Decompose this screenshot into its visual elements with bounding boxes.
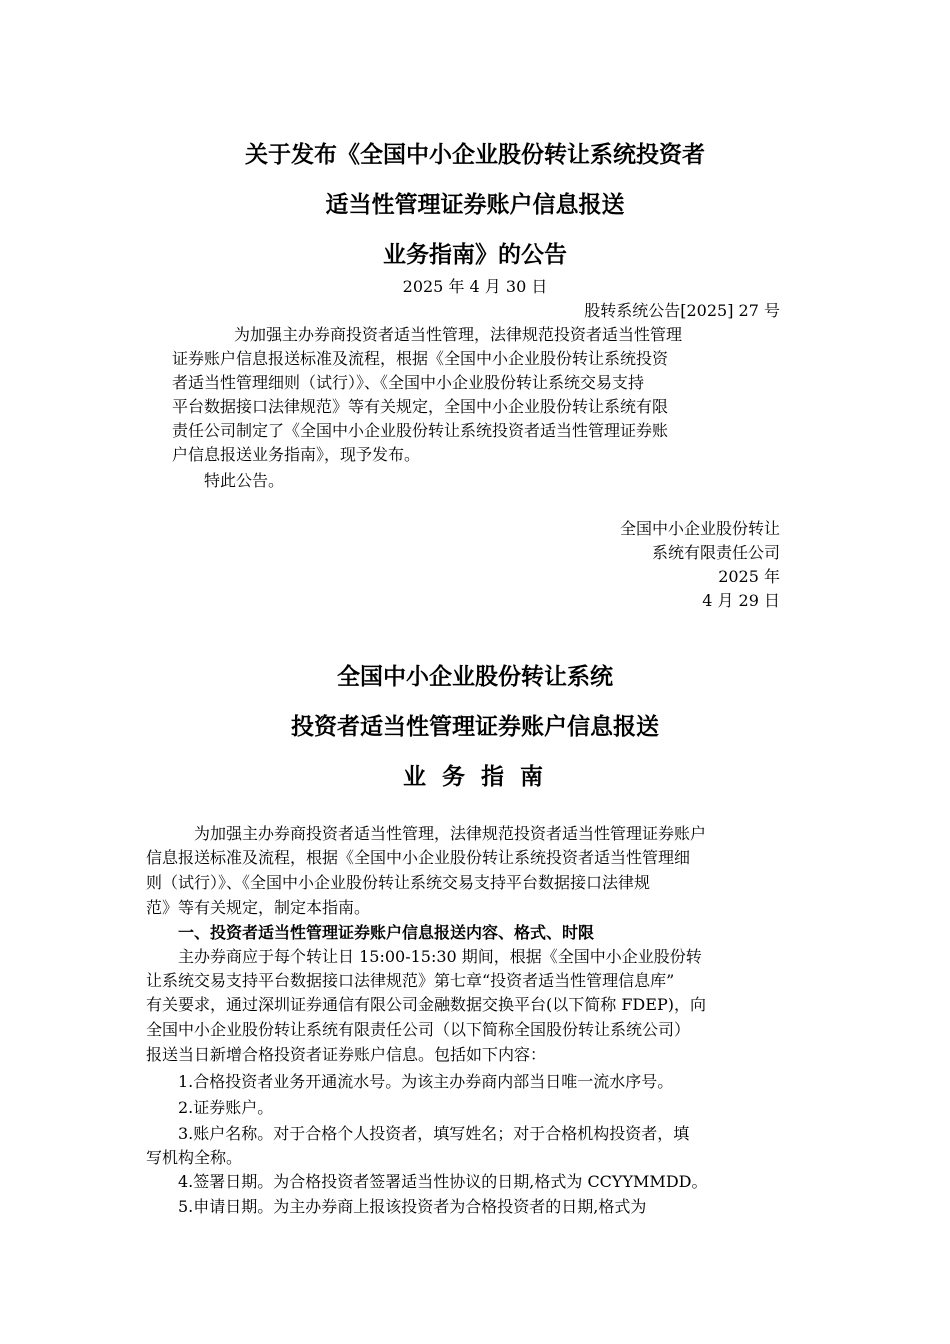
list-item: 4.签署日期。为合格投资者签署适当性协议的日期,格式为 CCYYMMDD。 [178, 1172, 708, 1191]
section-body-line: 报送当日新增合格投资者证券账户信息。包括如下内容： [146, 1045, 547, 1064]
list-item: 5.申请日期。为主办券商上报该投资者为合格投资者的日期,格式为 [178, 1197, 647, 1216]
list-item: 写机构全称。 [146, 1148, 243, 1167]
notice-body-line: 证券账户信息报送标准及流程，根据《全国中小企业股份转让系统投资 [172, 349, 669, 368]
notice-title-line2: 适当性管理证券账户信息报送 [325, 192, 625, 218]
notice-body-line: 户信息报送业务指南》，现予发布。 [172, 445, 421, 464]
section-body-line: 全国中小企业股份转让系统有限责任公司（以下简称全国股份转让系统公司） [146, 1020, 691, 1039]
notice-title-line3: 业务指南》的公告 [383, 242, 567, 268]
notice-body-line: 责任公司制定了《全国中小企业股份转让系统投资者适当性管理证券账 [172, 421, 669, 440]
notice-date: 2025 年 4 月 30 日 [402, 277, 548, 296]
signature-date: 4 月 29 日 [702, 591, 780, 610]
guide-title-line1: 全国中小企业股份转让系统 [337, 664, 613, 690]
guide-intro-line: 范》等有关规定，制定本指南。 [146, 898, 371, 917]
signature-org-line2: 系统有限责任公司 [651, 543, 780, 562]
notice-body-line: 为加强主办券商投资者适当性管理，法律规范投资者适当性管理 [234, 325, 683, 344]
guide-intro-line: 信息报送标准及流程，根据《全国中小企业股份转让系统投资者适当性管理细 [146, 848, 691, 867]
notice-closing: 特此公告。 [204, 471, 285, 490]
list-item: 2.证券账户。 [178, 1098, 274, 1117]
section-body-line: 主办券商应于每个转让日 15:00-15:30 期间，根据《全国中小企业股份转 [178, 947, 702, 966]
signature-year: 2025 年 [718, 567, 780, 586]
section-body-line: 有关要求，通过深圳证券通信有限公司金融数据交换平台(以下简称 FDEP)，向 [146, 995, 706, 1014]
notice-body-line: 者适当性管理细则（试行）》、《全国中小企业股份转让系统交易支持 [172, 373, 645, 392]
section-heading: 一、投资者适当性管理证券账户信息报送内容、格式、时限 [178, 923, 595, 942]
list-item: 1.合格投资者业务开通流水号。为该主办券商内部当日唯一流水序号。 [178, 1072, 674, 1091]
section-body-line: 让系统交易支持平台数据接口法律规范》第七章“投资者适当性管理信息库” [146, 971, 675, 990]
guide-title-line2: 投资者适当性管理证券账户信息报送 [291, 714, 659, 740]
notice-body-line: 平台数据接口法律规范》等有关规定，全国中小企业股份转让系统有限 [172, 397, 669, 416]
guide-title-line3: 业 务 指 南 [402, 764, 548, 790]
signature-org-line1: 全国中小企业股份转让 [619, 519, 780, 538]
guide-intro-line: 为加强主办券商投资者适当性管理，法律规范投资者适当性管理证券账户 [194, 824, 707, 843]
notice-title-line1: 关于发布《全国中小企业股份转让系统投资者 [245, 142, 705, 168]
guide-intro-line: 则（试行）》、《全国中小企业股份转让系统交易支持平台数据接口法律规 [146, 873, 651, 892]
list-item: 3.账户名称。对于合格个人投资者，填写姓名；对于合格机构投资者，填 [178, 1124, 690, 1143]
notice-doc-number: 股转系统公告[2025] 27 号 [584, 301, 780, 320]
